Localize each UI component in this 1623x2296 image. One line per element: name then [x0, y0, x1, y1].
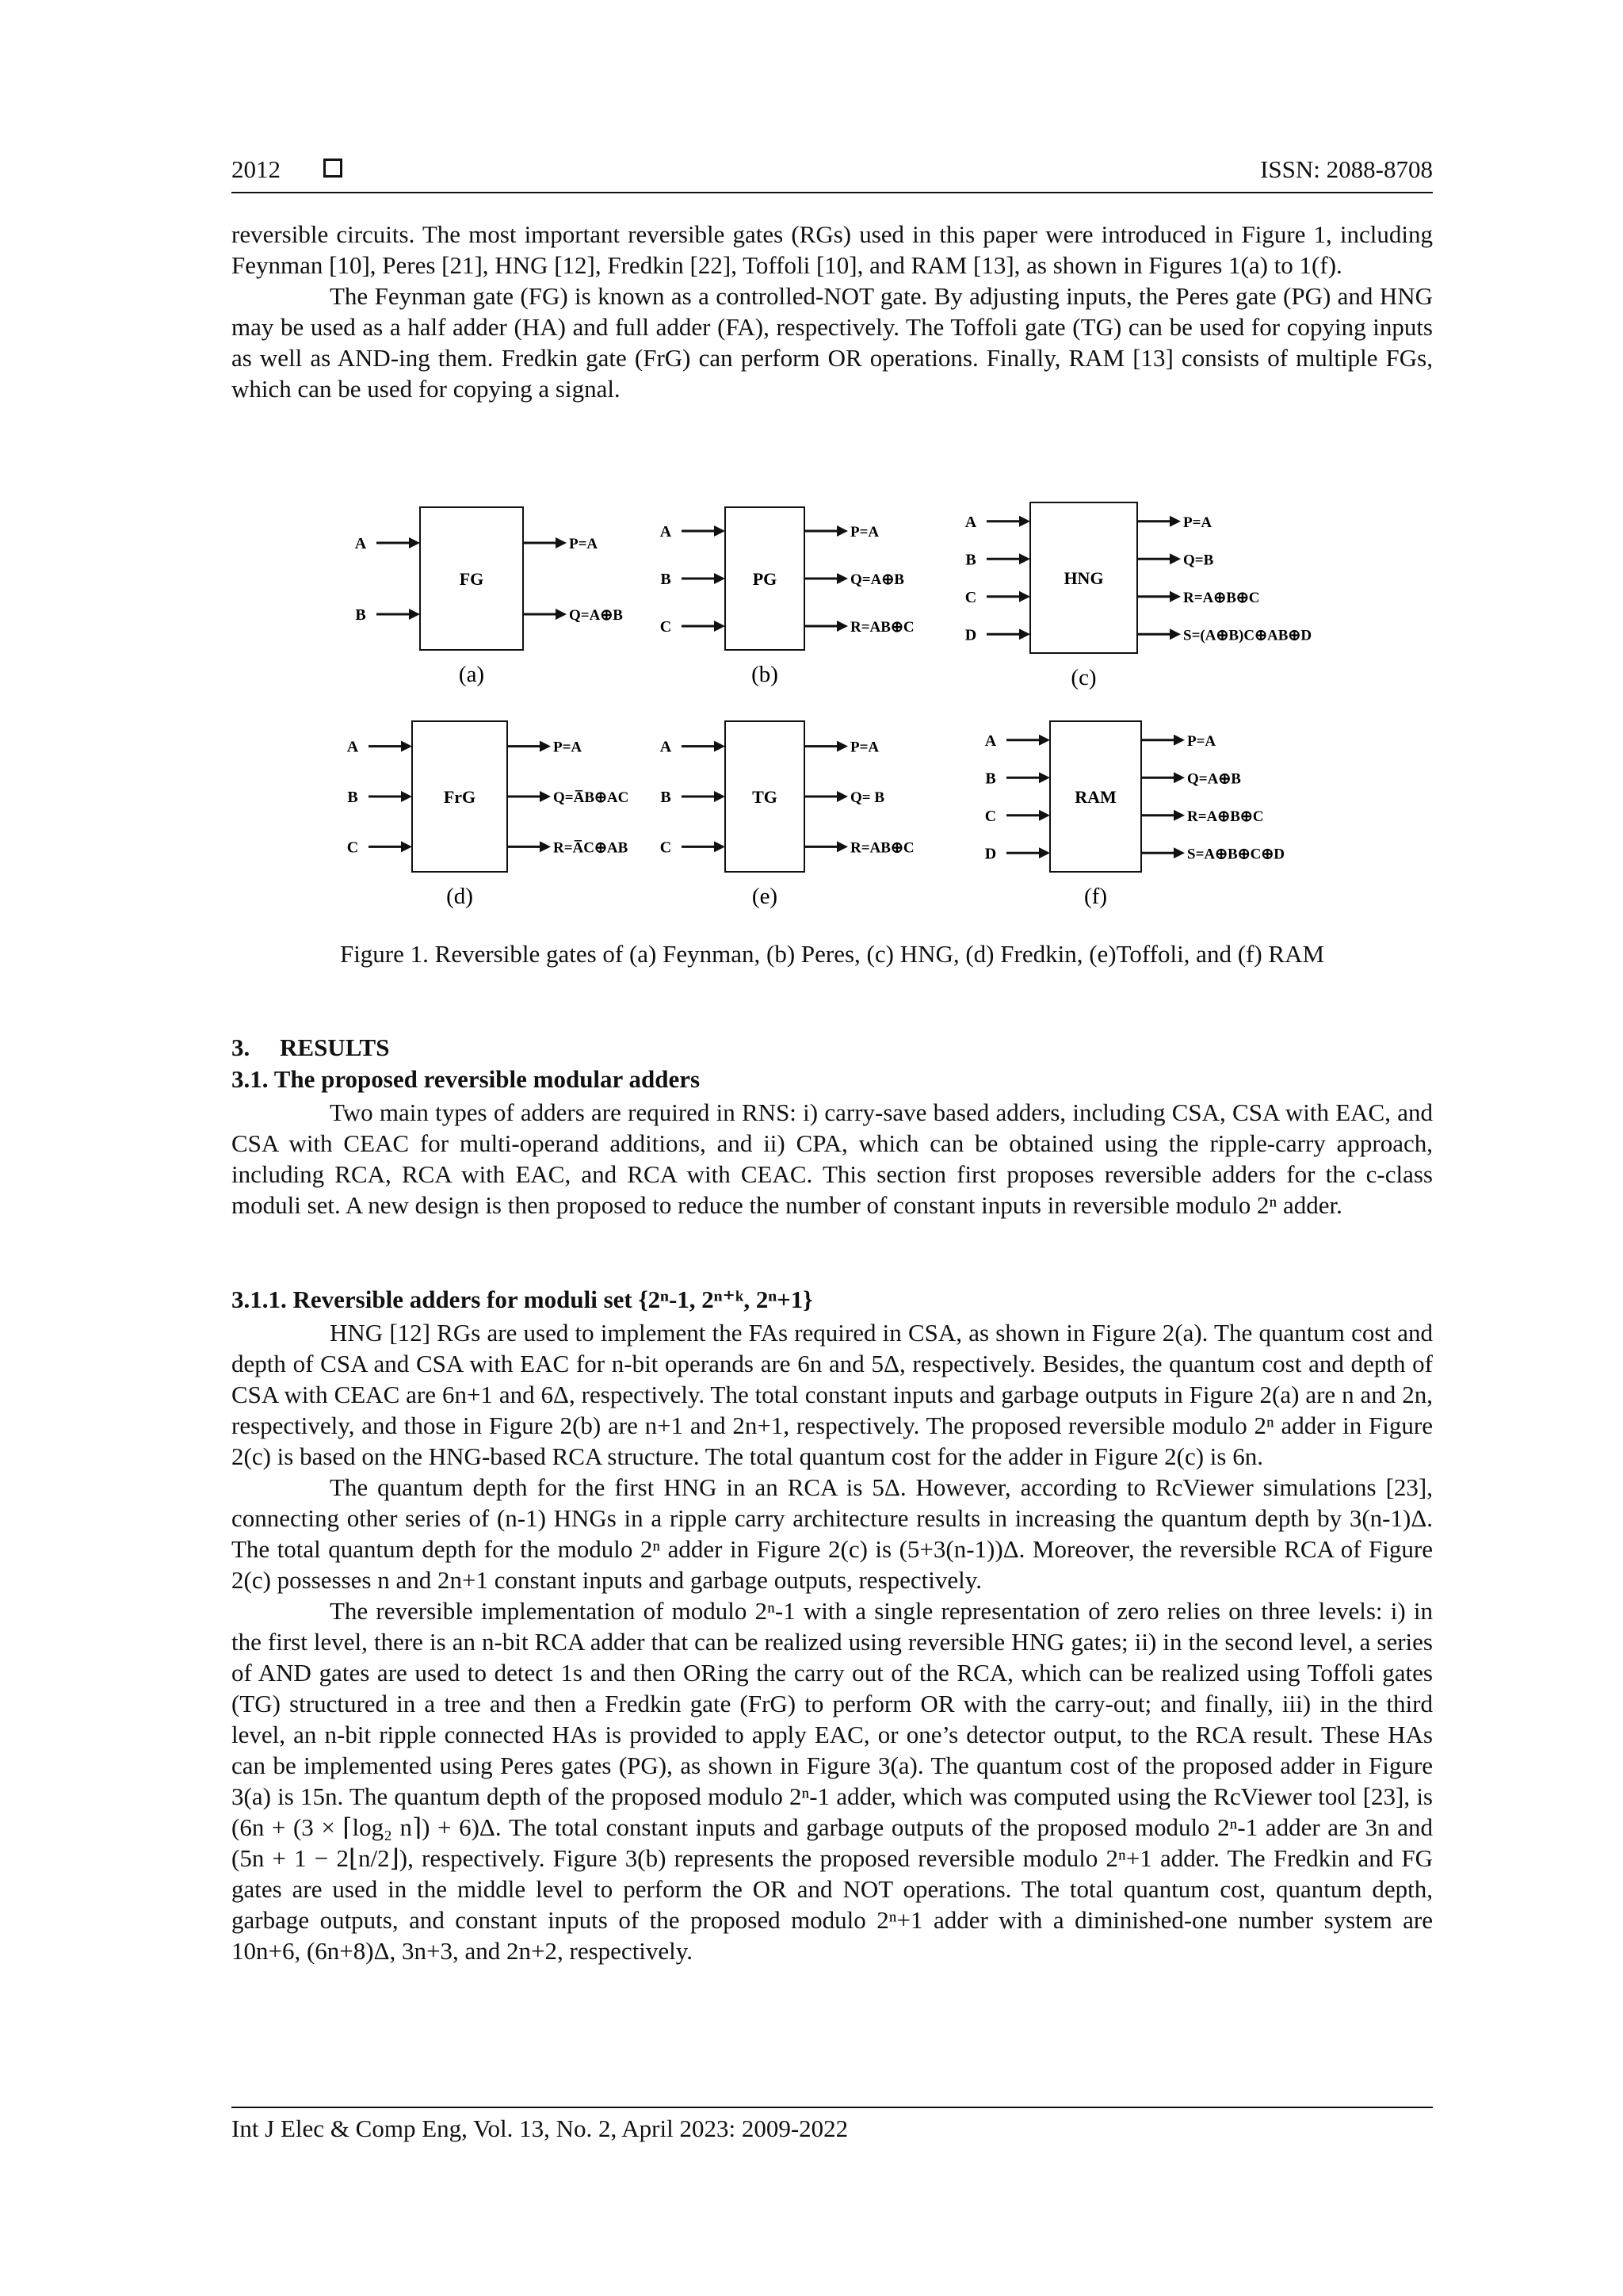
output-label: R=A⊕B⊕C — [1187, 808, 1264, 825]
input-label: B — [347, 789, 358, 806]
subfigure-label: (c) — [1071, 665, 1097, 690]
arrow-icon — [556, 537, 567, 548]
arrow-icon — [401, 741, 412, 752]
output-label: Q=A⊕B — [1187, 770, 1241, 788]
gate-name: FG — [459, 569, 484, 589]
footer-rule — [231, 2107, 1433, 2108]
arrow-icon — [1170, 591, 1181, 602]
paragraph: The quantum depth for the first HNG in an RCA is 5Δ. However, according to RcViewer simulations [23], connecting other series of (n-1) HNGs in a ripple carry architecture results in increasing the quantum depth by 3(n-1)Δ. The total quantum depth for the modulo 2ⁿ adder in Figure 2(c) is (5+3(n-1))Δ. Moreover, the reversible RCA of Figure 2(c) possesses n and 2n+1 constant inputs and garbage outputs, respectively. — [231, 1473, 1433, 1594]
subsection-heading: 3.1. The proposed reversible modular adders — [231, 1065, 701, 1093]
arrow-icon — [540, 741, 551, 752]
output-label: Q=A⊕B — [569, 607, 623, 624]
arrow-icon — [714, 621, 725, 632]
subfigure-label: (f) — [1084, 884, 1107, 909]
input-label: A — [659, 523, 672, 541]
input-label: B — [660, 789, 671, 806]
page-header — [231, 155, 1433, 189]
input-label: A — [659, 738, 672, 756]
paragraph: reversible circuits. The most important reversible gates (RGs) used in this paper were introduced in Figure 1, including Feynman [10], Peres [21], HNG [12], Fredkin [22], Toffoli [10], and RAM [13], as shown in Figures 1(a) to 1(f). — [231, 220, 1433, 279]
section-heading — [231, 1033, 389, 1062]
arrow-icon — [714, 525, 725, 537]
subfigure-label: (e) — [751, 884, 778, 909]
output-label: P=A — [569, 536, 598, 552]
header-rule — [231, 192, 1433, 193]
figure-caption: Figure 1. Reversible gates of (a) Feynman, (b) Peres, (c) HNG, (d) Fredkin, (e)Toffoli, and (f) RAM — [339, 940, 1325, 968]
input-label: C — [964, 588, 977, 606]
input-label: A — [354, 535, 367, 552]
input-label: C — [659, 839, 672, 857]
input-label: D — [964, 626, 977, 644]
input-label: B — [965, 551, 976, 569]
arrow-icon — [1019, 516, 1030, 527]
arrow-icon — [409, 609, 420, 620]
arrow-icon — [714, 741, 725, 752]
issn: ISSN: 2088-8708 — [1260, 155, 1433, 183]
output-label: Q= B — [850, 789, 885, 806]
arrow-icon — [1019, 591, 1030, 602]
arrow-icon — [1170, 516, 1181, 527]
paragraph: Two main types of adders are required in RNS: i) carry-save based adders, including CSA, CSA with EAC, and CSA with CEAC for multi-operand additions, and ii) CPA, which can be obtained using the ripple-carry approach, including RCA, RCA with EAC, and RCA with CEAC. This section first proposes reversible adders for the c-class moduli set. A new design is then proposed to reduce the number of constant inputs in reversible modulo 2ⁿ adder. — [231, 1098, 1433, 1219]
input-label: A — [964, 513, 977, 531]
output-label: Q=A̅B⊕AC — [553, 789, 629, 806]
output-label: P=A — [850, 524, 880, 541]
output-label: S=A⊕B⊕C⊕D — [1187, 846, 1285, 863]
arrow-icon — [837, 525, 848, 537]
input-label: C — [659, 618, 672, 636]
figure-1 — [333, 491, 1347, 919]
subfigure-label: (b) — [751, 662, 778, 687]
input-label: A — [984, 732, 997, 750]
arrow-icon — [540, 841, 551, 852]
arrow-icon — [401, 791, 412, 802]
arrow-icon — [1174, 847, 1185, 858]
gate-name: RAM — [1075, 787, 1117, 807]
arrow-icon — [556, 609, 567, 620]
gate-name: TG — [752, 787, 777, 807]
arrow-icon — [1174, 810, 1185, 821]
input-label: D — [984, 845, 997, 863]
output-label: P=A — [553, 739, 582, 756]
arrow-icon — [1170, 553, 1181, 564]
arrow-icon — [540, 791, 551, 802]
subfigure-label: (a) — [458, 662, 485, 687]
output-label: R=A⊕B⊕C — [1183, 589, 1260, 606]
output-label: R=AB⊕C — [850, 839, 915, 857]
section-number: 3. — [231, 1033, 250, 1061]
arrow-icon — [1170, 628, 1181, 640]
output-label: R=AB⊕C — [850, 619, 915, 636]
arrow-icon — [409, 537, 420, 548]
arrow-icon — [1019, 628, 1030, 640]
subfigure-label: (d) — [446, 884, 473, 909]
arrow-icon — [1039, 735, 1050, 746]
output-label: R=A̅C⊕AB — [553, 839, 628, 857]
arrow-icon — [1019, 553, 1030, 564]
paragraph: The reversible implementation of modulo 2ⁿ-1 with a single representation of zero relies on three levels: i) in the first level, there is an n-bit RCA adder that can be realized using reversible HNG gates; ii) in the second level, a series of AND gates are used to detect 1s and then ORing the carry out of the RCA, which can be realized using Toffoli gates (TG) structured in a tree and then a Fredkin gate (FrG) to perform OR with the carry-out; and finally, iii) in the third level, an n-bit ripple connected HAs is provided to apply EAC, or one’s detector output, to the RCA result. These HAs can be implemented using Peres gates (PG), as shown in Figure 3(a). The quantum cost of the proposed adder in Figure 3(a) is 15n. The quantum depth of the proposed modulo 2ⁿ-1 adder, which was computed using the RcViewer tool [23], is (6n + (3 × ⌈log₂ n⌉) + 6)Δ. The total constant inputs and garbage outputs of the proposed modulo 2ⁿ-1 adder are 3n and (5n + 1 − 2⌊n/2⌋), respectively. Figure 3(b) represents the proposed reversible modulo 2ⁿ+1 adder. The Fredkin and FG gates are used in the middle level to perform the OR and NOT operations. The total quantum cost, quantum depth, garbage outputs, and constant inputs of the proposed modulo 2ⁿ+1 adder with a diminished-one number system are 10n+6, (6n+8)Δ, 3n+3, and 2n+2, respectively. — [231, 1597, 1433, 1965]
output-label: Q=A⊕B — [850, 571, 904, 588]
arrow-icon — [1174, 772, 1185, 783]
arrow-icon — [837, 573, 848, 584]
output-label: P=A — [1183, 514, 1212, 531]
arrow-icon — [714, 841, 725, 852]
input-label: A — [346, 738, 359, 756]
section-title: RESULTS — [280, 1033, 390, 1061]
section-text-2 — [231, 1317, 1433, 1966]
input-label: B — [355, 606, 366, 624]
output-label: Q=B — [1183, 552, 1214, 569]
arrow-icon — [1174, 735, 1185, 746]
subsubsection-heading: 3.1.1. Reversible adders for moduli set {2ⁿ-1, 2ⁿ⁺ᵏ, 2ⁿ+1} — [231, 1286, 813, 1313]
paragraph: HNG [12] RGs are used to implement the FAs required in CSA, as shown in Figure 2(a). The quantum cost and depth of CSA and CSA with EAC for n-bit operands are 6n and 5Δ, respectively. Besides, the quantum cost and depth of CSA with CEAC are 6n+1 and 6Δ, respectively. The total constant inputs and garbage outputs in Figure 2(a) are n and 2n, respectively, and those in Figure 2(b) are n+1 and 2n+1, respectively. The proposed reversible modulo 2ⁿ adder in Figure 2(c) is based on the HNG-based RCA structure. The total quantum cost for the adder in Figure 2(c) is 6n. — [231, 1319, 1433, 1470]
arrow-icon — [837, 791, 848, 802]
input-label: C — [984, 807, 997, 825]
input-label: B — [660, 571, 671, 588]
arrow-icon — [714, 573, 725, 584]
footer: Int J Elec & Comp Eng, Vol. 13, No. 2, April 2023: 2009-2022 — [231, 2115, 849, 2142]
arrow-icon — [714, 791, 725, 802]
page-number: 2012 — [231, 155, 281, 183]
section-text — [231, 1097, 1433, 1221]
gate-name: FrG — [443, 787, 476, 807]
arrow-icon — [1039, 810, 1050, 821]
arrow-icon — [837, 741, 848, 752]
output-label: S=(A⊕B)C⊕AB⊕D — [1183, 627, 1312, 644]
input-label: B — [985, 770, 996, 788]
square-icon — [323, 159, 342, 178]
arrow-icon — [837, 841, 848, 852]
output-label: P=A — [850, 739, 880, 756]
intro-text — [231, 219, 1433, 404]
arrow-icon — [401, 841, 412, 852]
input-label: C — [346, 839, 359, 857]
arrow-icon — [1039, 772, 1050, 783]
gate-name: HNG — [1064, 568, 1104, 588]
gates-diagram — [333, 491, 1347, 919]
paragraph: The Feynman gate (FG) is known as a controlled-NOT gate. By adjusting inputs, the Peres gate (PG) and HNG may be used as a half adder (HA) and full adder (FA), respectively. The Toffoli gate (TG) can be used for copying inputs as well as AND-ing them. Fredkin gate (FrG) can perform OR operations. Finally, RAM [13] consists of multiple FGs, which can be used for copying a signal. — [231, 282, 1433, 403]
output-label: P=A — [1187, 732, 1216, 750]
arrow-icon — [837, 621, 848, 632]
gate-name: PG — [752, 569, 777, 589]
arrow-icon — [1039, 847, 1050, 858]
